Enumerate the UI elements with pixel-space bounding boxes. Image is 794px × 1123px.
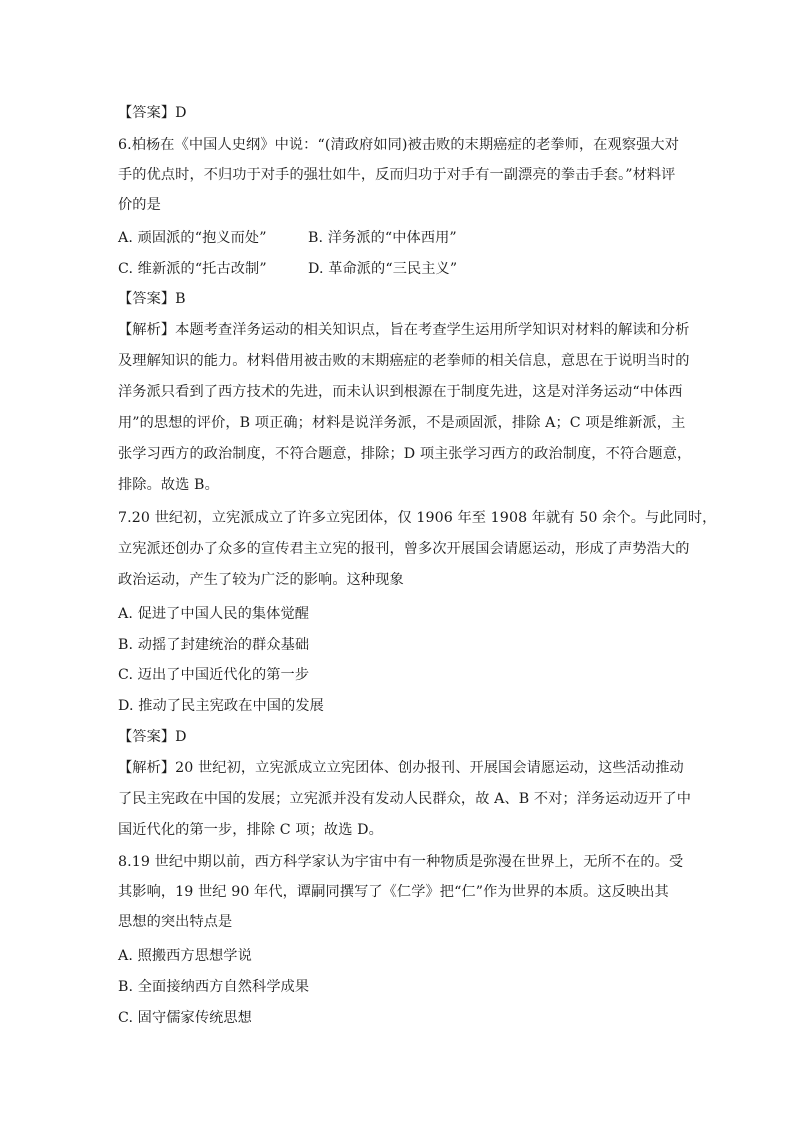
- q7-stem-line-3: 政治运动，产生了较为广泛的影响。这种现象: [118, 572, 404, 588]
- answer-value: D: [175, 729, 187, 745]
- q8-stem-line-2: 其影响，19 世纪 90 年代，谭嗣同撰写了《仁学》把“仁”作为世界的本质。这反映出其: [118, 884, 669, 900]
- q8-option-c: C. 固守儒家传统思想: [118, 1010, 252, 1026]
- q8-option-b: B. 全面接纳西方自然科学成果: [118, 979, 310, 995]
- answer-value: D: [175, 105, 187, 121]
- q8-stem-line-1: 8.19 世纪中期以前，西方科学家认为宇宙中有一种物质是弥漫在世界上，无所不在的。受: [118, 854, 684, 870]
- q6-options-row-1: [118, 228, 683, 248]
- q6-analysis-line-2: 及理解知识的能力。材料借用被击败的末期癌症的老拳师的相关信息，意思在于说明当时的: [118, 353, 690, 369]
- q7-analysis-line-2: 了民主宪政在中国的发展；立宪派并没有发动人民群众，故 A、B 不对；洋务运动迈开了中: [118, 791, 692, 807]
- q6-option-c: C. 维新派的“托古改制”: [118, 261, 267, 277]
- q6-stem-line-1: 6.柏杨在《中国人史纲》中说：“(清政府如同)被击败的末期癌症的老拳师，在观察强大对: [118, 137, 679, 153]
- q7-option-c: C. 迈出了中国近代化的第一步: [118, 667, 310, 683]
- q8-stem-line-3: 思想的突出特点是: [118, 914, 233, 930]
- q6-answer: [118, 289, 186, 309]
- q7-analysis-line-1: 【解析】20 世纪初，立宪派成立立宪团体、创办报刊、开展国会请愿运动，这些活动推动: [118, 760, 684, 776]
- q6-stem-line-2: 手的优点时，不归功于对手的强壮如牛，反而归功于对手有一副漂亮的拳击手套。”材料评: [118, 167, 676, 183]
- q6-analysis-line-5: 张学习西方的政治制度，不符合题意，排除；D 项主张学习西方的政治制度，不符合题意，: [118, 446, 692, 462]
- answer-tag: 【答案】: [118, 291, 176, 307]
- q6-option-a: A. 顽固派的“抱义而处”: [118, 230, 267, 246]
- q7-option-a: A. 促进了中国人民的集体觉醒: [118, 606, 310, 622]
- q6-analysis-line-6: 排除。故选 B。: [118, 477, 219, 493]
- answer-tag: 【答案】: [118, 729, 176, 745]
- q7-analysis-line-3: 国近代化的第一步，排除 C 项；故选 D。: [118, 822, 383, 838]
- q6-stem-line-3: 价的是: [118, 197, 161, 213]
- q5-answer: [118, 103, 187, 123]
- q6-analysis-line-3: 洋务派只看到了西方技术的先进，而未认识到根源在于制度先进，这是对洋务运动“中体西: [118, 384, 683, 400]
- q6-analysis-line-4: 用”的思想的评价，B 项正确；材料是说洋务派，不是顽固派，排除 A；C 项是维新派，主: [118, 415, 686, 431]
- answer-tag: 【答案】: [118, 105, 176, 121]
- q6-option-b: B. 洋务派的“中体西用”: [308, 230, 457, 246]
- q6-analysis-line-1: 【解析】本题考查洋务运动的相关知识点，旨在考查学生运用所学知识对材料的解读和分析: [118, 322, 690, 338]
- q7-stem-line-1: 7.20 世纪初，立宪派成立了许多立宪团体，仅 1906 年至 1908 年就有 50 余个。与此同时，: [118, 510, 717, 526]
- answer-value: B: [175, 291, 186, 307]
- q7-option-d: D. 推动了民主宪政在中国的发展: [118, 698, 324, 714]
- q8-option-a: A. 照搬西方思想学说: [118, 948, 252, 964]
- q6-option-d: D. 革命派的“三民主义”: [308, 261, 458, 277]
- q6-options-row-2: [118, 259, 683, 279]
- q7-answer: [118, 727, 187, 747]
- q7-option-b: B. 动摇了封建统治的群众基础: [118, 637, 310, 653]
- q7-stem-line-2: 立宪派还创办了众多的宣传君主立宪的报刊，曾多次开展国会请愿运动，形成了声势浩大的: [118, 541, 690, 557]
